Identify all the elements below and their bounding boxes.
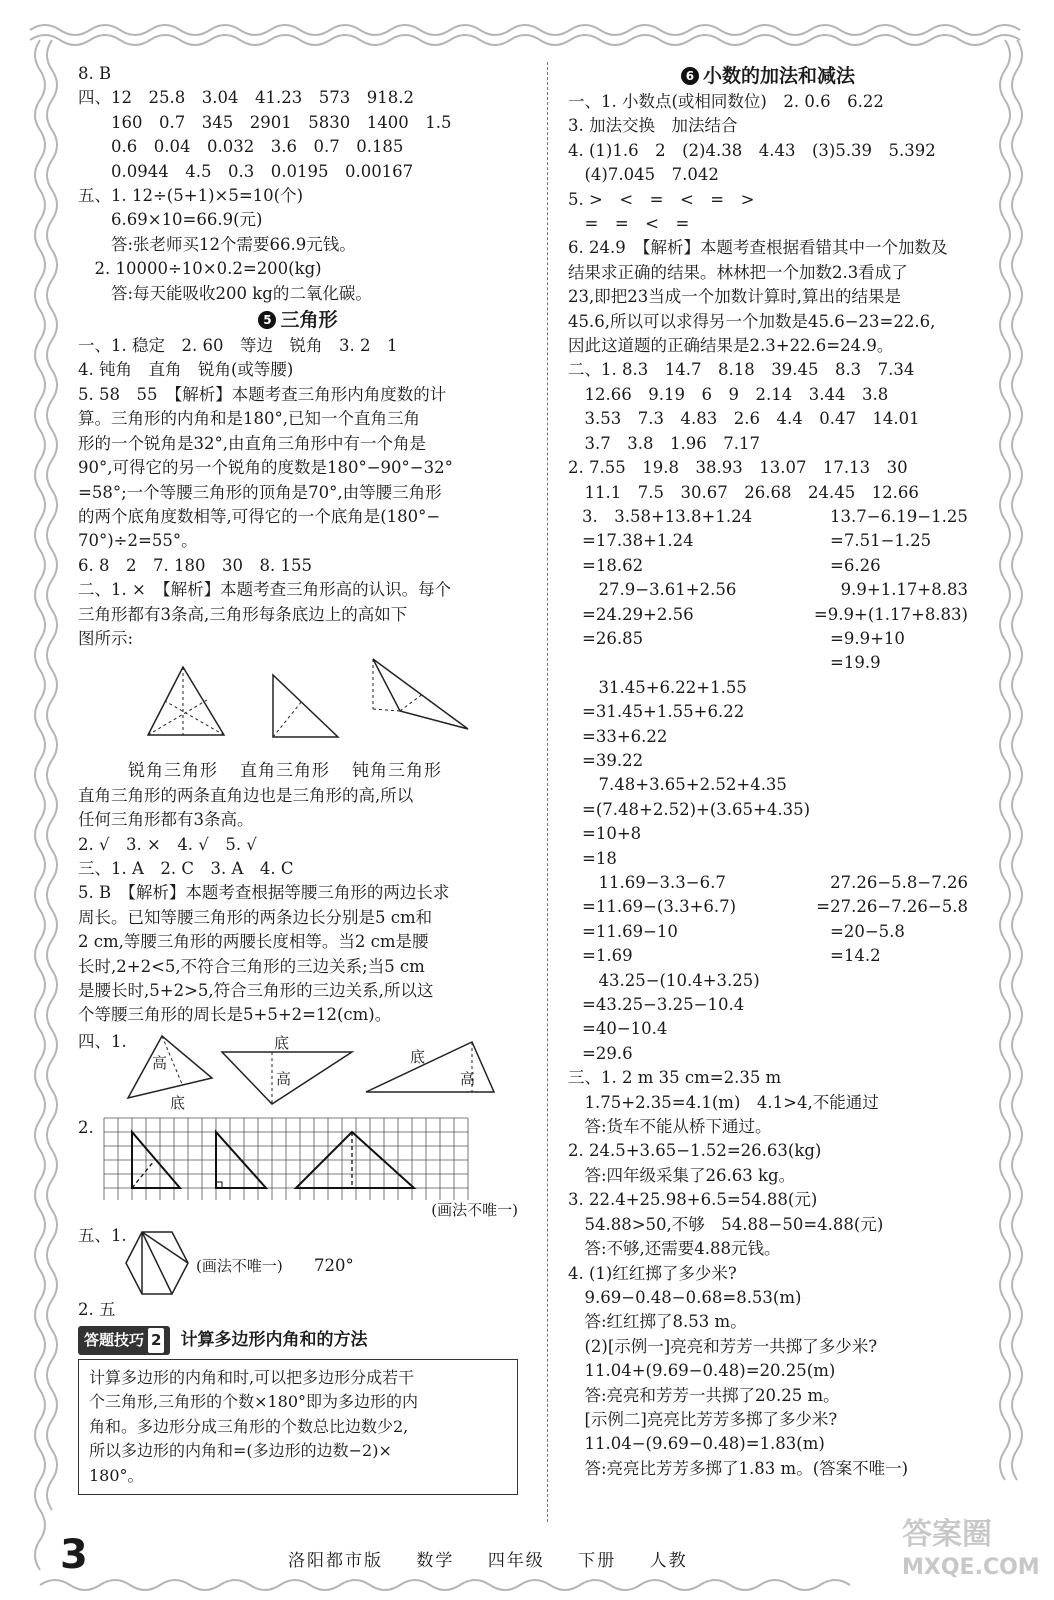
answer-line: 31.45+6.22+1.55 bbox=[582, 677, 747, 697]
obtuse-triangle-label: 钝角三角形 bbox=[352, 761, 442, 782]
answer-line: 5. 58 55 【解析】本题考查三角形内角度数的计 bbox=[78, 384, 447, 404]
tip-title: 计算多边形内角和的方法 bbox=[180, 1330, 368, 1351]
answer-line: 因此这道题的正确结果是2.3+22.6=24.9。 bbox=[568, 336, 894, 356]
section5-answers bbox=[78, 334, 518, 651]
calc-row bbox=[568, 578, 968, 602]
answer-line: 3.53 7.3 4.83 2.6 4.4 0.47 14.01 bbox=[568, 409, 920, 429]
calc-right: =14.2 bbox=[830, 946, 881, 966]
answer-line: 答:亮亮比芳芳多掷了1.83 m。(答案不唯一) bbox=[568, 1458, 909, 1478]
calc-right: =9.9+10 bbox=[830, 628, 905, 648]
section5-title: 三角形 bbox=[280, 309, 338, 332]
q4-base-b: 底 bbox=[274, 1033, 290, 1052]
answer-line: 43.25−(10.4+3.25) bbox=[582, 970, 760, 990]
calc-right: =20−5.8 bbox=[830, 921, 905, 941]
answer-line: 答:四年级采集了26.63 kg。 bbox=[568, 1165, 796, 1185]
answer-line: 1.75+2.35=4.1(m) 4.1>4,不能通过 bbox=[568, 1092, 879, 1112]
answer-line: 形的一个锐角是32°,由直角三角形中有一个角是 bbox=[78, 433, 426, 453]
q4-label: 四、1. bbox=[78, 1031, 127, 1051]
calc-row bbox=[568, 627, 968, 651]
answer-line: 二、1. × 【解析】本题考查三角形高的认识。每个 bbox=[78, 580, 452, 600]
answer-line: 6.69×10=66.9(元) bbox=[78, 210, 263, 230]
answer-line: 三、1. 2 m 35 cm=2.35 m bbox=[568, 1068, 782, 1088]
answer-line: 个等腰三角形的周长是5+5+2=12(cm)。 bbox=[78, 1005, 392, 1025]
answer-line: 个三角形,三角形的个数×180°即为多边形的内 bbox=[89, 1392, 419, 1412]
answer-line: 答:亮亮和芳芳一共掷了20.25 m。 bbox=[568, 1385, 840, 1405]
answer-line: 答:不够,还需要4.88元钱。 bbox=[568, 1239, 781, 1259]
calc-right: 9.9+1.17+8.83 bbox=[824, 580, 968, 600]
q4-2-note: (画法不唯一) bbox=[431, 1200, 518, 1219]
calc-left: =1.69 bbox=[582, 946, 633, 966]
q5-angle-sum: 720° bbox=[314, 1255, 354, 1275]
answer-line: 一、1. 小数点(或相同数位) 2. 0.6 6.22 bbox=[568, 92, 884, 111]
answer-line: =43.25−3.25−10.4 bbox=[582, 995, 745, 1015]
answer-line: 3.7 3.8 1.96 7.17 bbox=[568, 433, 760, 453]
answer-line: 11.04+(9.69−0.48)=20.25(m) bbox=[568, 1361, 836, 1381]
answer-line: 160 0.7 345 2901 5830 1400 1.5 bbox=[78, 112, 452, 132]
footer-edition: 洛阳都市版 bbox=[288, 1551, 383, 1571]
acute-triangle-label: 锐角三角形 bbox=[128, 761, 218, 782]
answer-line: 答:每天能吸收200 kg的二氧化碳。 bbox=[78, 283, 372, 303]
answer-line: 2. 24.5+3.65−1.52=26.63(kg) bbox=[568, 1141, 822, 1161]
answer-line: 23,即把23当成一个加数计算时,算出的结果是 bbox=[568, 287, 901, 307]
calc-right: 27.26−5.8−7.26 bbox=[813, 873, 968, 892]
left-top-answers bbox=[78, 62, 518, 306]
answer-line: =18 bbox=[582, 848, 617, 868]
answer-line: =31.45+1.55+6.22 bbox=[582, 702, 745, 722]
answer-line: 答:货车不能从桥下通过。 bbox=[568, 1117, 772, 1137]
answer-line: 70°)÷2=55°。 bbox=[78, 531, 198, 551]
calc-row bbox=[568, 871, 968, 895]
calc-left: =11.69−10 bbox=[582, 921, 678, 941]
q4-height-c: 高 bbox=[460, 1069, 476, 1088]
answer-line: 计算多边形的内角和时,可以把多边形分成若干 bbox=[89, 1367, 415, 1387]
q4-base-c: 底 bbox=[410, 1047, 426, 1066]
calc-right: =27.26−7.26−5.8 bbox=[816, 897, 968, 917]
answer-line: =29.6 bbox=[582, 1043, 633, 1063]
q4-height-a: 高 bbox=[152, 1053, 168, 1072]
answer-line: 2. 7.55 19.8 38.93 13.07 17.13 30 bbox=[568, 458, 908, 478]
answer-line: [示例二]亮亮比芳芳多掷了多少米? bbox=[568, 1409, 838, 1429]
answer-line: =58°;一个等腰三角形的顶角是70°,由等腰三角形 bbox=[78, 482, 442, 502]
q4-base-a: 底 bbox=[170, 1093, 186, 1112]
answer-line: 6. 24.9 【解析】本题考查根据看错其中一个加数及 bbox=[568, 238, 948, 258]
answer-line: = = < = bbox=[568, 214, 690, 234]
footer-subject: 数学 bbox=[416, 1551, 455, 1571]
answer-line: 4. (1)1.6 2 (2)4.38 4.43 (3)5.39 5.392 bbox=[568, 140, 936, 160]
answer-line: =10+8 bbox=[582, 824, 642, 844]
calc-left: =11.69−(3.3+6.7) bbox=[582, 897, 737, 917]
page-footer bbox=[60, 1532, 960, 1580]
q4-height-b: 高 bbox=[276, 1069, 292, 1088]
section5-answers-b bbox=[78, 784, 518, 1028]
footer-term: 下册 bbox=[578, 1551, 617, 1571]
triangle-heights-figure bbox=[138, 657, 538, 753]
calc-right: =19.9 bbox=[830, 653, 881, 673]
tip-badge-number: 2 bbox=[148, 1328, 164, 1352]
answer-line: 2. √ 3. × 4. √ 5. √ bbox=[78, 834, 257, 854]
calc-row bbox=[568, 554, 968, 578]
calc-right: =6.26 bbox=[830, 555, 881, 575]
calc-row bbox=[568, 529, 968, 553]
tip-badge-text: 答题技巧 bbox=[84, 1331, 145, 1350]
answer-line: 0.0944 4.5 0.3 0.0195 0.00167 bbox=[78, 161, 414, 181]
calc-left: 11.69−3.3−6.7 bbox=[582, 873, 726, 892]
watermark-url: MXQE.COM bbox=[902, 1555, 1040, 1580]
answer-line: =(7.48+2.52)+(3.65+4.35) bbox=[582, 799, 811, 819]
answer-line: 直角三角形的两条直角边也是三角形的高,所以 bbox=[78, 785, 414, 805]
calc-left: 27.9−3.61+2.56 bbox=[582, 580, 737, 600]
hexagon-figure bbox=[122, 1228, 192, 1298]
answer-line: 90°,可得它的另一个锐角的度数是180°−90°−32° bbox=[78, 458, 453, 478]
answer-line: 7.48+3.65+2.52+4.35 bbox=[582, 775, 787, 795]
section5-number: 5 bbox=[258, 311, 276, 329]
section6-number: 6 bbox=[681, 67, 699, 85]
calc-group-3 bbox=[568, 871, 968, 969]
answer-line: 0.6 0.04 0.032 3.6 0.7 0.185 bbox=[78, 137, 404, 157]
answer-line: =33+6.22 bbox=[582, 726, 668, 746]
answer-line: 6. 8 2 7. 180 30 8. 155 bbox=[78, 555, 312, 575]
answer-line: 长时,2+2<5,不符合三角形的三边关系;当5 cm bbox=[78, 956, 425, 976]
answer-line: 结果求正确的结果。林林把一个加数2.3看成了 bbox=[568, 262, 908, 282]
watermark-title: 答案圈 bbox=[902, 1517, 992, 1552]
page-number: 3 bbox=[60, 1532, 88, 1578]
section6-title: 小数的加法和减法 bbox=[702, 65, 855, 87]
answer-line: 五、1. 12÷(5+1)×5=10(个) bbox=[78, 186, 304, 206]
calc-row bbox=[568, 505, 968, 529]
answer-line: 周长。已知等腰三角形的两条边长分别是5 cm和 bbox=[78, 907, 433, 927]
answer-line: 三角形都有3条高,三角形每条底边上的高如下 bbox=[78, 604, 408, 624]
triangle-type-labels bbox=[78, 759, 518, 783]
calc-right: 13.7−6.19−1.25 bbox=[830, 506, 968, 526]
answer-line: 5. > < = < = > bbox=[568, 189, 755, 209]
section5-heading bbox=[78, 306, 518, 334]
answer-line: 180°。 bbox=[89, 1465, 144, 1485]
q5-2-answer: 2. 五 bbox=[78, 1299, 116, 1319]
answer-line: 一、1. 稳定 2. 60 等边 锐角 3. 2 1 bbox=[78, 336, 398, 356]
q5-note: (画法不唯一) bbox=[196, 1256, 283, 1275]
calc-left: 3. 3.58+13.8+1.24 bbox=[582, 506, 753, 526]
answer-line: 二、1. 8.3 14.7 8.18 39.45 8.3 7.34 bbox=[568, 360, 915, 380]
tip-header bbox=[78, 1326, 518, 1354]
calc-row bbox=[568, 920, 968, 944]
calc-right: =7.51−1.25 bbox=[830, 531, 932, 551]
footer-grade: 四年级 bbox=[487, 1551, 545, 1571]
answer-line: =40−10.4 bbox=[582, 1019, 668, 1039]
answer-line: 54.88>50,不够 54.88−50=4.88(元) bbox=[568, 1214, 884, 1234]
q5-label: 五、1. bbox=[78, 1225, 127, 1245]
answer-line: 11.04−(9.69−0.48)=1.83(m) bbox=[568, 1434, 825, 1454]
answer-line: 任何三角形都有3条高。 bbox=[78, 810, 254, 830]
answer-line: 所以多边形的内角和=(多边形的边数−2)× bbox=[89, 1441, 392, 1461]
answer-line: 答:张老师买12个需要66.9元钱。 bbox=[78, 234, 356, 254]
q4-2-grid-block bbox=[78, 1116, 518, 1220]
calc-row bbox=[568, 895, 968, 919]
watermark bbox=[902, 1515, 1042, 1589]
calc-left: =24.29+2.56 bbox=[582, 604, 694, 624]
footer-publisher: 人教 bbox=[649, 1551, 688, 1571]
answer-line: 答:红红掷了8.53 m。 bbox=[568, 1312, 747, 1332]
answer-line: 三、1. A 2. C 3. A 4. C bbox=[78, 858, 294, 878]
answer-line: 4. (1)红红掷了多少米? bbox=[568, 1263, 737, 1283]
q4-triangles bbox=[122, 1028, 502, 1112]
calc-group-1 bbox=[568, 505, 968, 676]
answer-line: 4. 钝角 直角 锐角(或等腰) bbox=[78, 360, 294, 380]
q5-hexagon-block bbox=[78, 1224, 518, 1298]
q4-2-grid bbox=[96, 1116, 496, 1200]
answer-line: 的两个底角度数相等,可得它的一个底角是(180°− bbox=[78, 506, 441, 526]
calc-group-4 bbox=[568, 969, 968, 1067]
answer-line: 四、12 25.8 3.04 41.23 573 918.2 bbox=[78, 88, 414, 108]
tip-box bbox=[78, 1359, 518, 1496]
calc-left: =17.38+1.24 bbox=[582, 531, 694, 551]
section6-word-problems bbox=[568, 1066, 968, 1481]
calc-right: =9.9+(1.17+8.83) bbox=[813, 604, 968, 624]
answer-line: 算。三角形的内角和是180°,已知一个直角三角 bbox=[78, 409, 420, 429]
right-column bbox=[568, 62, 968, 1481]
calc-left bbox=[568, 651, 830, 675]
answer-line: (2)[示例一]亮亮和芳芳一共掷了多少米? bbox=[568, 1336, 878, 1356]
calc-row bbox=[568, 651, 968, 675]
answer-line: 角和。多边形分成三角形的个数总比边数少2, bbox=[89, 1416, 409, 1436]
calc-left: =26.85 bbox=[582, 628, 644, 648]
calc-group-2 bbox=[568, 676, 968, 871]
right-triangle-label: 直角三角形 bbox=[240, 761, 330, 782]
answer-line: 3. 加法交换 加法结合 bbox=[568, 116, 738, 136]
column-divider bbox=[547, 62, 548, 1522]
calc-left: =18.62 bbox=[582, 555, 644, 575]
footer-text bbox=[288, 1546, 714, 1571]
answer-line: 8. B bbox=[78, 64, 112, 83]
answer-line: 12.66 9.19 6 9 2.14 3.44 3.8 bbox=[568, 384, 889, 404]
section6-heading bbox=[568, 62, 968, 90]
answer-line: 9.69−0.48−0.68=8.53(m) bbox=[568, 1287, 802, 1307]
answer-line: (4)7.045 7.042 bbox=[568, 165, 719, 185]
q4-figures bbox=[78, 1028, 518, 1112]
answer-line: =39.22 bbox=[582, 750, 644, 770]
tip-badge bbox=[78, 1326, 170, 1354]
answer-line: 45.6,所以可以求得另一个加数是45.6−23=22.6, bbox=[568, 311, 936, 331]
answer-line: 5. B 【解析】本题考查根据等腰三角形的两边长求 bbox=[78, 883, 450, 903]
answer-line: 2. 10000÷10×0.2=200(kg) bbox=[78, 259, 322, 279]
left-column bbox=[78, 62, 518, 1495]
section6-answers bbox=[568, 90, 968, 505]
calc-row bbox=[568, 944, 968, 968]
answer-line: 图所示: bbox=[78, 628, 134, 648]
answer-line: 是腰长时,5+2>5,符合三角形的三边关系,所以这 bbox=[78, 981, 434, 1000]
calc-row bbox=[568, 603, 968, 627]
answer-line: 11.1 7.5 30.67 26.68 24.45 12.66 bbox=[568, 482, 919, 502]
answer-line: 2 cm,等腰三角形的两腰长度相等。当2 cm是腰 bbox=[78, 932, 429, 952]
q4-2-label: 2. bbox=[78, 1117, 94, 1137]
answer-line: 3. 22.4+25.98+6.5=54.88(元) bbox=[568, 1190, 818, 1210]
